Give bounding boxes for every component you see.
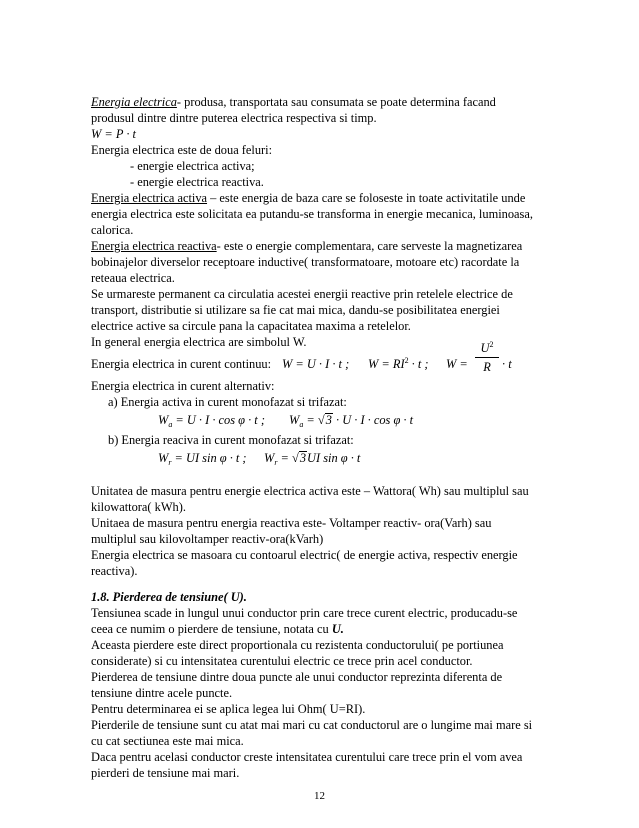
formula-w-pt: W = P · t	[91, 127, 136, 141]
text-line: Unitatea de masura pentru energie electrica activa este – Wattora( Wh) sau multiplul sau	[91, 484, 529, 498]
formula-reactive-mono: $W_r$ = UI sin φ · t ;	[158, 451, 247, 467]
text-line: Aceasta pierdere este direct proportionala cu rezistenta conductorului( pe portiunea	[91, 638, 504, 652]
definition-line: Energia electrica- produsa, transportata sau consumata se poate determina facand	[91, 95, 496, 109]
text-line: calorica.	[91, 223, 134, 237]
fraction-bar	[475, 357, 499, 358]
text-line: produsul dintre dintre puterea electrica respectiva si timp.	[91, 111, 377, 125]
text-line: Unitaea de masura pentru energia reactiva este- Voltamper reactiv- ora(Varh) sau	[91, 516, 492, 530]
text-line: Energia electrica se masoara cu contoarul electric( de energie activa, respectiv energie	[91, 548, 518, 562]
text-line: ceea ce numim o pierdere de tensiune, notata cu U.	[91, 622, 344, 636]
formula-dc-2: $W = RI^2 \cdot t$ ;	[368, 356, 429, 371]
text-line: bobinajelor diverselor receptoare inductive( transformatoare, motoare etc) racordate la	[91, 255, 520, 269]
list-item: - energie electrica reactiva.	[130, 175, 264, 189]
formula-dc-1: W = U · I · t ;	[282, 357, 350, 371]
formula-reactive-tri: $W_r = √3UI$ sin φ · t	[264, 451, 361, 467]
list-item-a: a) Energia activa in curent monofazat si trifazat:	[108, 395, 347, 409]
text-line: transport, distributie si utilizare sa fie cat mai mica, dandu-se posibilitatea energiei	[91, 303, 500, 317]
list-item: - energie electrica activa;	[130, 159, 255, 173]
text-line: tensiune dintre acele puncte.	[91, 686, 233, 700]
text-line: Pentru determinarea ei se aplica legea lui Ohm( U=RI).	[91, 702, 366, 716]
dc-energy-label: Energia electrica in curent continuu:	[91, 357, 272, 371]
page-number: 12	[314, 790, 325, 802]
text-line: Daca pentru acelasi conductor creste intensitatea curentului care trece prin el vom avea	[91, 750, 523, 764]
formula-dc-3-rhs: · t	[502, 357, 512, 371]
definition-line: Energia electrica activa – este energia de baza care se foloseste in toate activitatile unde	[91, 191, 526, 205]
text-line: In general energia electrica are simbolul W.	[91, 335, 307, 349]
term-energia-reactiva: Energia electrica reactiva	[91, 239, 217, 253]
definition-line: Energia electrica reactiva- este o energie complementara, care serveste la magnetizarea	[91, 239, 523, 253]
text-line: Pierderea de tensiune dintre doua puncte ale unui conductor reprezinta diferenta de	[91, 670, 503, 684]
text-line: electrice active sa circule pana la capacitatea maxima a retelelor.	[91, 319, 411, 333]
text-line: multiplul sau kilovoltamper reactiv-ora(kVarh)	[91, 532, 324, 546]
text-line: Pierderile de tensiune sunt cu atat mai mari cu cat conductorul are o lungime mai mare si	[91, 718, 533, 732]
formula-active-tri: $W_a = √3 \cdot U \cdot I \cdot \cos \varphi \cdot t$	[289, 413, 414, 429]
fraction-u2-over-r: $U^2$ R	[473, 341, 501, 377]
section-heading: 1.8. Pierderea de tensiune( U).	[91, 590, 247, 604]
formula-dc-3-lhs: W =	[446, 357, 468, 371]
text-line: reactiva).	[91, 564, 138, 578]
text-line: Energia electrica este de doua feluri:	[91, 143, 273, 157]
text-line: Energia electrica in curent alternativ:	[91, 379, 275, 393]
list-item-b: b) Energia reaciva in curent monofazat si trifazat:	[108, 433, 354, 447]
text-line: cu cat sectiunea este mai mica.	[91, 734, 244, 748]
term-energia-electrica: Energia electrica	[91, 95, 177, 109]
term-energia-activa: Energia electrica activa	[91, 191, 208, 205]
text-line: reteaua electrica.	[91, 271, 175, 285]
text-line: considerate) si cu intensitatea curentului electric ce trece prin acel conductor.	[91, 654, 473, 668]
text-line: Tensiunea scade in lungul unui conductor prin care trece curent electric, producadu-se	[91, 606, 518, 620]
formula-active-mono: $W_a = U \cdot I \cdot \cos \varphi \cdot t$ ;	[158, 413, 265, 429]
text-line: kilowattora( kWh).	[91, 500, 186, 514]
text-line: Se urmareste permanent ca circulatia acestei energii reactive prin retelele electrice de	[91, 287, 513, 301]
text-line: pierderi de tensiune mai mari.	[91, 766, 240, 780]
text-line: energia electrica este solicitata ea putandu-se transforma in energie mecanica, luminoasa,	[91, 207, 533, 221]
